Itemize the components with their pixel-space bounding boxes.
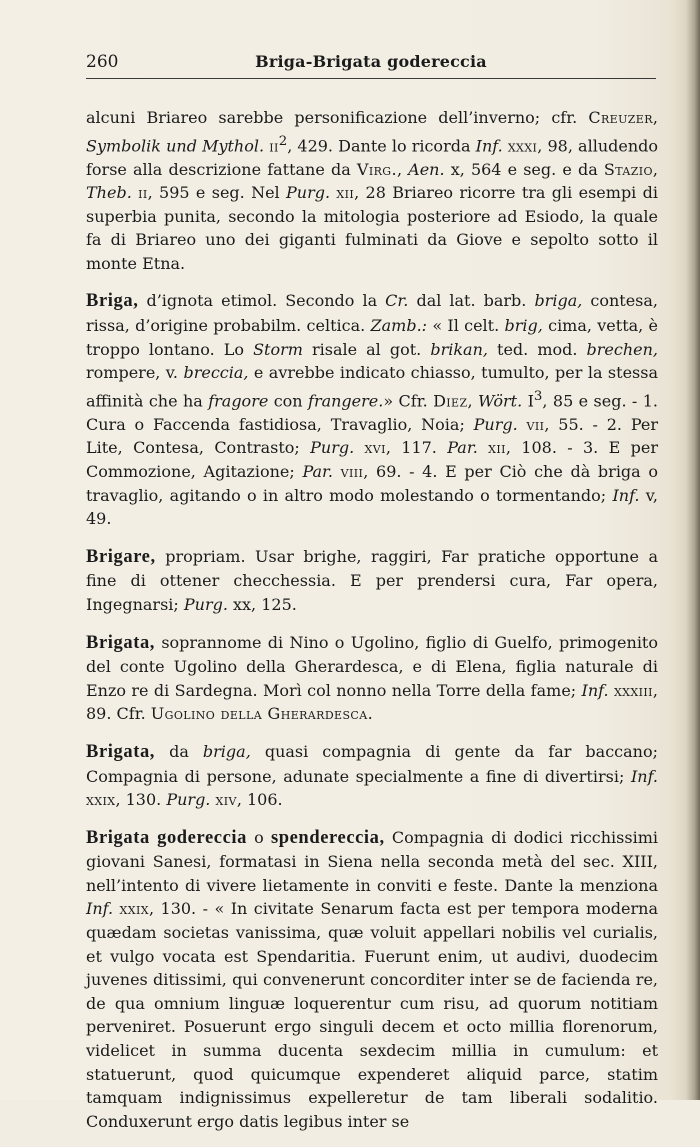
text-run: briga, — [534, 291, 583, 311]
text-run: Diez — [433, 391, 468, 411]
text-run: , — [652, 159, 659, 179]
text-run: fragore — [208, 391, 269, 411]
text-run: « Il celt. — [427, 316, 505, 336]
text-run — [518, 415, 527, 434]
text-run: brikan, — [430, 339, 488, 359]
text-run: frangere. — [308, 391, 384, 411]
page-number: 260 — [86, 52, 119, 72]
text-run — [478, 438, 488, 457]
text-run — [354, 438, 364, 457]
text-run — [333, 462, 341, 481]
text-run: vii — [526, 414, 545, 434]
text-run: alcuni Briareo sarebbe personificazione dell’inverno; cfr. — [86, 108, 589, 127]
entry-briga — [86, 289, 658, 530]
text-run: , — [652, 108, 658, 127]
text-run: x, 564 e seg. e da — [444, 159, 604, 179]
lemma-headword: Brigata godereccia — [86, 827, 247, 848]
text-run: ii — [138, 183, 148, 203]
text-run: propriam. Usar brighe, raggiri, Far pratiche opportune a fine di ottener checchessia. E per prendersi cura, Far opera, Ingegnarsi; — [86, 546, 658, 614]
text-run: v, 49. — [86, 485, 659, 529]
text-run: Creuzer — [588, 108, 653, 127]
text-run: , 429. Dante lo ricorda — [287, 135, 476, 155]
text-run: Symbolik und Mythol. — [86, 135, 265, 155]
text-run: Ugolino della Gherardesca — [150, 704, 368, 724]
text-run: , 106. — [236, 790, 283, 810]
text-run: xxix — [119, 899, 149, 919]
text-run: briga, — [202, 741, 251, 761]
text-run: xvi — [364, 438, 386, 458]
text-run: Zamb.: — [370, 316, 428, 336]
page-edge-shadow — [686, 0, 700, 1100]
text-run: Compagnia di dodici ricchissimi giovani Sanesi, formatasi in Siena nella seconda metà del sec. XIII, nell’intento di vivere lietamente in conviti e feste. Dante la menziona — [86, 827, 658, 895]
entry-brigata — [86, 740, 658, 812]
text-run: xxxiii — [613, 680, 653, 700]
text-run: , — [467, 391, 479, 411]
text-run: , 28 Briareo ricorre tra gli esempi di superbia punita, secondo la mitologia posteriore ad Esiodo, la quale fa di Briareo uno dei giganti fulminati da Giove e sepolto sotto il monte Etna. — [86, 183, 658, 273]
text-run: soprannome di Nino o Ugolino, figlio di Guelfo, primogenito del conte Ugolino della Gherardesca, e di Elena, figlia naturale di Enzo re di Sardegna. Morì col nonno nella Torre della fame; — [86, 632, 658, 700]
text-run: I — [522, 391, 534, 411]
text-run: brechen, — [586, 339, 659, 359]
text-run: risale al got. — [302, 339, 431, 359]
entry-brigare — [86, 545, 658, 617]
text-run: dal lat. barb. — [408, 291, 535, 311]
text-run: ii — [269, 135, 279, 155]
text-run: e avrebbe indicato chiasso, tumulto, per la stessa affinità che ha — [86, 363, 658, 411]
text-run: Purg. — [286, 183, 331, 203]
text-run: , 89. Cfr. — [86, 680, 658, 724]
text-run: , 85 e seg. - 1. Cura o Faccenda fastidiosa, Travaglio, Noia; — [86, 391, 659, 434]
text-run: » Cfr. — [383, 391, 434, 411]
text-run: . — [367, 704, 373, 724]
lemma-headword: Briga, — [86, 291, 139, 312]
text-run: Cr. — [385, 291, 409, 311]
text-run: Inf. — [630, 766, 658, 786]
text-run: Par. — [447, 438, 478, 458]
text-run: , 130. — [115, 790, 167, 810]
text-run: , 98, alludendo forse alla descrizione fattane da — [86, 135, 659, 179]
text-run: Purg. — [166, 790, 211, 810]
text-run: Par. — [302, 461, 333, 481]
text-run: da — [155, 741, 203, 761]
text-run: 3 — [533, 388, 543, 404]
text-run: Inf. — [581, 680, 609, 700]
text-run: Purg. — [310, 438, 355, 458]
text-run: d’ignota etimol. Secondo la — [138, 291, 386, 311]
text-run: brig, — [504, 316, 543, 336]
text-run: , — [396, 159, 409, 179]
text-run: xii — [336, 183, 355, 203]
text-run: Inf. — [86, 899, 114, 919]
text-run: xx, 125. — [227, 594, 297, 614]
text-run: cima, vetta, è troppo lontano. Lo — [86, 316, 659, 359]
text-run: viii — [340, 461, 364, 481]
text-run: o — [247, 827, 271, 847]
text-run: , 69. - 4. E per Ciò che dà briga o travaglio, agitando o in altro modo molestando o tormentando; — [86, 461, 659, 505]
text-run: Wört. — [478, 391, 523, 411]
text-run: , 595 e seg. Nel — [147, 183, 286, 203]
text-run: xii — [488, 438, 506, 458]
text-run: , 117. — [385, 438, 448, 458]
lemma-headword: Brigata, — [86, 741, 156, 762]
text-run: Inf. — [612, 485, 640, 505]
lemma-headword: Brigata, — [86, 632, 156, 653]
text-run: Aen. — [408, 159, 445, 179]
text-run: , 108. - 3. E per Commozione, Agitazione; — [86, 438, 658, 481]
text-run: , 130. - « In civitate Senarum facta est per tempora moderna quædam societas vanissima, quæ voluit appellari nobilis vel curialis, et vulgo vocata est Spendaritia. Fuerunt enim, ut audivi, duodecim juvenes ditissimi, qui convenerunt concorditer inter se de facienda re, de qua omnium linguæ loquerentur cum risu, ad quorum notitiam perveniret. Posuerunt ergo singuli decem et octo millia florenorum, videlicet in summa ducenta sexdecim millia in cumulum: et statuerunt, quod quicumque expenderet aliquid parce, statim tamquam indignissimus expelleretur de tam liberali sodalitio. Conduxerunt ergo datis legibus inter se — [86, 899, 658, 1131]
dictionary-body — [86, 106, 658, 1147]
text-run: , 55. - 2. Per Lite, Contesa, Contrasto; — [86, 414, 659, 458]
text-run: Stazio — [603, 159, 653, 179]
lemma-headword: spendereccia, — [270, 827, 385, 848]
text-run: contesa, rissa, d’origine probabilm. celtica. — [86, 291, 658, 336]
text-run: quasi compagnia di gente da far baccano; Compagnia di persone, adunate specialmente a fine di divertirsi; — [86, 741, 659, 786]
entry-brigata-nickname — [86, 631, 658, 726]
text-run: breccia, — [183, 363, 249, 383]
text-run: xxix — [86, 790, 116, 810]
text-run: xiv — [215, 790, 237, 810]
page-header — [86, 52, 656, 79]
text-run: Inf. — [475, 135, 503, 155]
text-run: Theb. — [86, 183, 132, 203]
entry-brigata-godereccia — [86, 826, 658, 1134]
entry-briareo-continued — [86, 106, 658, 275]
running-title: Briga-Brigata godereccia — [255, 52, 487, 71]
lemma-headword: Brigare, — [86, 546, 156, 567]
text-run: xxxi — [507, 135, 538, 155]
text-run: Storm — [253, 339, 303, 359]
text-run: ted. mod. — [487, 339, 587, 359]
text-run: 2 — [278, 133, 288, 149]
text-run: Virg. — [356, 159, 397, 179]
text-run: Purg. — [473, 414, 518, 434]
text-run: rompere, v. — [86, 363, 184, 383]
text-run: con — [268, 391, 309, 411]
text-run: Purg. — [183, 594, 228, 614]
